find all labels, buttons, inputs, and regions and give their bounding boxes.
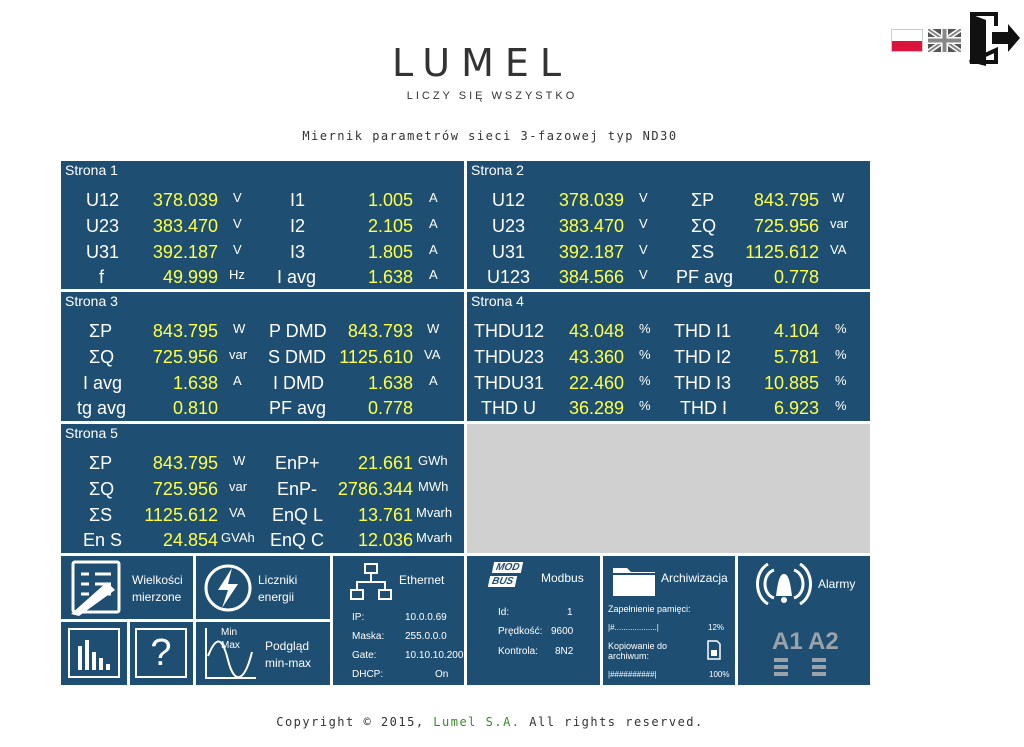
- row-label: U31: [86, 242, 120, 262]
- alarm-bell-icon: [754, 560, 814, 608]
- bar-chart-icon: [73, 634, 115, 674]
- modbus-value: 9600: [551, 626, 574, 637]
- row-value: 2786.344: [337, 479, 413, 499]
- footer-company-link[interactable]: Lumel S.A.: [433, 715, 521, 729]
- row-label: ΣP: [89, 321, 113, 341]
- panel-title: Strona 3: [65, 293, 118, 309]
- row-value: 725.956: [152, 479, 218, 499]
- row-value: 1.638: [367, 267, 413, 287]
- row-unit: %: [835, 398, 847, 413]
- row-label: U31: [492, 242, 526, 262]
- row-label: U23: [492, 216, 526, 236]
- row-value: 43.048: [568, 321, 624, 341]
- row-unit: V: [639, 242, 648, 257]
- panel-title: Strona 1: [65, 162, 118, 178]
- document-list-icon: [67, 560, 127, 616]
- modbus-value: 8N2: [555, 646, 574, 657]
- row-value: 0.810: [172, 398, 218, 418]
- row-unit: %: [639, 373, 651, 388]
- row-label: En S: [83, 530, 123, 550]
- empty-panel: [467, 424, 870, 553]
- row-value: 1.805: [367, 242, 413, 262]
- row-value: 843.795: [152, 453, 218, 473]
- help-button[interactable]: [130, 622, 193, 685]
- panel-strona-1[interactable]: [61, 161, 464, 289]
- archive-panel[interactable]: [603, 556, 735, 685]
- archive-copy-percent: 100%: [709, 670, 730, 679]
- row-value: 22.460: [568, 373, 624, 393]
- chart-view-button[interactable]: [61, 622, 127, 685]
- row-value: 21.661: [357, 453, 413, 473]
- modbus-key: Id:: [498, 607, 510, 618]
- row-value: 1.638: [367, 373, 413, 393]
- uk-flag-icon[interactable]: [928, 29, 961, 52]
- lumel-logo-text: LUMEL: [392, 41, 573, 85]
- modbus-panel[interactable]: [467, 556, 600, 685]
- row-label: EnP+: [275, 453, 320, 473]
- question-mark-icon: ?: [150, 632, 172, 674]
- tile-label: energii: [258, 590, 295, 604]
- panel-strona-3[interactable]: [61, 292, 464, 421]
- footer-rights: All rights reserved.: [529, 715, 704, 729]
- row-value: 0.778: [773, 267, 819, 287]
- row-value: 392.187: [558, 242, 624, 262]
- row-unit: var: [229, 347, 248, 362]
- footer-copyright: Copyright © 2015,: [276, 715, 425, 729]
- row-unit: %: [639, 398, 651, 413]
- row-unit: GVAh: [221, 530, 255, 545]
- row-value: 10.885: [763, 373, 819, 393]
- energy-counters-button[interactable]: [196, 556, 330, 619]
- row-unit: %: [835, 321, 847, 336]
- row-unit: V: [233, 216, 242, 231]
- row-unit: W: [233, 321, 246, 336]
- page-title: Miernik parametrów sieci 3-fazowej typ ND30: [302, 129, 678, 143]
- row-label: ΣS: [691, 242, 715, 262]
- row-value: 384.566: [558, 267, 624, 287]
- row-value: 1.005: [367, 190, 413, 210]
- panel-title: Strona 2: [471, 162, 524, 178]
- row-label: ΣP: [691, 190, 715, 210]
- tile-label: min-max: [265, 656, 312, 670]
- row-unit: A: [233, 373, 242, 388]
- row-unit: Hz: [229, 267, 245, 282]
- row-unit: var: [830, 216, 849, 231]
- row-unit: var: [229, 479, 248, 494]
- panel-title: Strona 5: [65, 425, 118, 441]
- ethernet-value: On: [435, 669, 449, 680]
- row-label: PF avg: [676, 267, 734, 287]
- alarms-panel[interactable]: [738, 556, 870, 685]
- logout-door-icon[interactable]: [966, 10, 1022, 66]
- lightning-bolt-icon: [202, 562, 254, 614]
- row-value: 1.638: [172, 373, 218, 393]
- row-value: 2.105: [367, 216, 413, 236]
- row-unit: A: [429, 373, 438, 388]
- row-label: U12: [492, 190, 526, 210]
- min-label: Min: [221, 627, 238, 638]
- modbus-icon-top: MOD: [492, 562, 524, 573]
- row-label: EnP-: [277, 479, 318, 499]
- tile-title: Modbus: [541, 571, 584, 585]
- row-unit: %: [835, 347, 847, 362]
- row-label: ΣS: [89, 505, 113, 525]
- row-unit: V: [639, 216, 648, 231]
- row-label: THD I2: [674, 347, 732, 367]
- row-value: 4.104: [773, 321, 819, 341]
- row-value: 843.795: [753, 190, 819, 210]
- row-label: THD U: [481, 398, 536, 418]
- memory-usage-label: Zapełnienie pamięci:: [608, 604, 691, 614]
- ethernet-value: 10.0.0.69: [405, 612, 447, 623]
- row-unit: A: [429, 216, 438, 231]
- row-label: f: [99, 267, 105, 287]
- row-label: U123: [487, 267, 531, 287]
- row-label: THDU23: [474, 347, 545, 367]
- row-label: U12: [86, 190, 120, 210]
- row-unit: W: [427, 321, 440, 336]
- memory-usage-bar: |#...................|: [608, 623, 659, 632]
- network-icon: [349, 562, 393, 602]
- row-label: EnQ C: [270, 530, 325, 550]
- row-value: 392.187: [152, 242, 218, 262]
- row-unit: VA: [229, 505, 246, 520]
- row-unit: V: [233, 242, 242, 257]
- folder-icon: [611, 560, 657, 598]
- tile-title: Archiwizacja: [661, 571, 728, 585]
- ethernet-key: IP:: [352, 612, 365, 623]
- tile-label: Liczniki: [258, 573, 298, 587]
- row-label: ΣQ: [691, 216, 717, 236]
- ethernet-value: 10.10.10.200: [405, 650, 464, 661]
- row-value: 725.956: [753, 216, 819, 236]
- row-unit: MWh: [418, 479, 449, 494]
- row-value: 1125.612: [144, 505, 218, 525]
- modbus-key: Kontrola:: [498, 646, 539, 657]
- row-label: U23: [86, 216, 120, 236]
- row-label: THD I3: [674, 373, 732, 393]
- row-unit: Mvarh: [416, 505, 453, 520]
- tile-title: Ethernet: [399, 573, 445, 587]
- archive-copy-label: Kopiowanie do archiwum:: [608, 641, 668, 661]
- row-unit: %: [639, 321, 651, 336]
- row-label: I avg: [83, 373, 123, 393]
- modbus-value: 1: [567, 607, 573, 618]
- row-label: ΣQ: [89, 347, 115, 367]
- alarm-a1-label: A1: [772, 628, 803, 655]
- row-value: 843.795: [152, 321, 218, 341]
- modbus-icon-bottom: BUS: [488, 576, 517, 587]
- row-value: 383.470: [152, 216, 218, 236]
- row-value: 13.761: [357, 505, 413, 525]
- panel-title: Strona 4: [471, 293, 524, 309]
- row-unit: GWh: [418, 453, 448, 468]
- row-unit: %: [835, 373, 847, 388]
- tile-label: Podgląd: [265, 639, 310, 653]
- alarm-a2-indicator-icon: [812, 658, 826, 678]
- row-value: 5.781: [773, 347, 819, 367]
- row-value: 1125.612: [745, 242, 819, 262]
- row-label: I avg: [277, 267, 317, 287]
- row-value: 6.923: [773, 398, 819, 418]
- lumel-logo-graphic: [392, 38, 592, 86]
- tagline: LICZY SIĘ WSZYSTKO: [406, 90, 578, 102]
- row-value: 36.289: [568, 398, 624, 418]
- footer: [200, 715, 780, 729]
- row-label: I2: [290, 216, 306, 236]
- alarm-a1-indicator-icon: [774, 658, 788, 678]
- row-unit: W: [832, 190, 845, 205]
- row-label: tg avg: [77, 398, 127, 418]
- ethernet-value: 255.0.0.0: [405, 631, 447, 642]
- row-unit: A: [429, 242, 438, 257]
- row-value: 383.470: [558, 216, 624, 236]
- lumel-logo: [392, 38, 592, 86]
- max-label: Max: [221, 640, 240, 651]
- row-label: THD I1: [674, 321, 732, 341]
- row-unit: V: [639, 190, 648, 205]
- row-unit: V: [233, 190, 242, 205]
- row-label: ΣQ: [89, 479, 115, 499]
- row-value: 378.039: [152, 190, 218, 210]
- row-unit: %: [639, 347, 651, 362]
- tile-title: Alarmy: [818, 577, 856, 591]
- row-unit: A: [429, 190, 438, 205]
- memory-usage-percent: 12%: [708, 623, 725, 632]
- row-label: PF avg: [269, 398, 327, 418]
- tile-label: Wielkości: [132, 573, 183, 587]
- row-value: 43.360: [568, 347, 624, 367]
- sd-card-icon: [707, 640, 721, 660]
- row-value: 24.854: [162, 530, 218, 550]
- row-unit: V: [639, 267, 648, 282]
- row-unit: W: [233, 453, 246, 468]
- alarm-a2-label: A2: [808, 628, 839, 655]
- row-unit: VA: [830, 242, 847, 257]
- row-value: 843.793: [347, 321, 413, 341]
- row-label: P DMD: [269, 321, 327, 341]
- row-value: 725.956: [152, 347, 218, 367]
- row-unit: VA: [424, 347, 441, 362]
- tile-label: mierzone: [132, 590, 182, 604]
- row-value: 49.999: [162, 267, 218, 287]
- min-max-preview-button[interactable]: [196, 622, 330, 685]
- modbus-key: Prędkość:: [498, 626, 543, 637]
- row-label: I DMD: [273, 373, 324, 393]
- row-label: I3: [290, 242, 306, 262]
- measured-values-button[interactable]: [61, 556, 193, 619]
- row-label: S DMD: [268, 347, 326, 367]
- ethernet-panel[interactable]: [333, 556, 464, 685]
- row-unit: Mvarh: [416, 530, 453, 545]
- row-label: THDU12: [474, 321, 545, 341]
- ethernet-key: DHCP:: [352, 669, 384, 680]
- row-value: 0.778: [367, 398, 413, 418]
- row-label: ΣP: [89, 453, 113, 473]
- row-value: 12.036: [357, 530, 413, 550]
- row-label: THD I: [680, 398, 727, 418]
- row-unit: A: [429, 267, 438, 282]
- ethernet-key: Maska:: [352, 631, 385, 642]
- panel-strona-4[interactable]: [467, 292, 870, 421]
- row-value: 1125.610: [339, 347, 413, 367]
- row-label: I1: [290, 190, 306, 210]
- row-value: 378.039: [558, 190, 624, 210]
- row-label: EnQ L: [272, 505, 324, 525]
- panel-strona-2[interactable]: [467, 161, 870, 289]
- poland-flag-icon[interactable]: [891, 29, 923, 52]
- panel-strona-5[interactable]: [61, 424, 464, 553]
- archive-copy-bar: |##########|: [608, 670, 657, 679]
- ethernet-key: Gate:: [352, 650, 377, 661]
- row-label: THDU31: [474, 373, 545, 393]
